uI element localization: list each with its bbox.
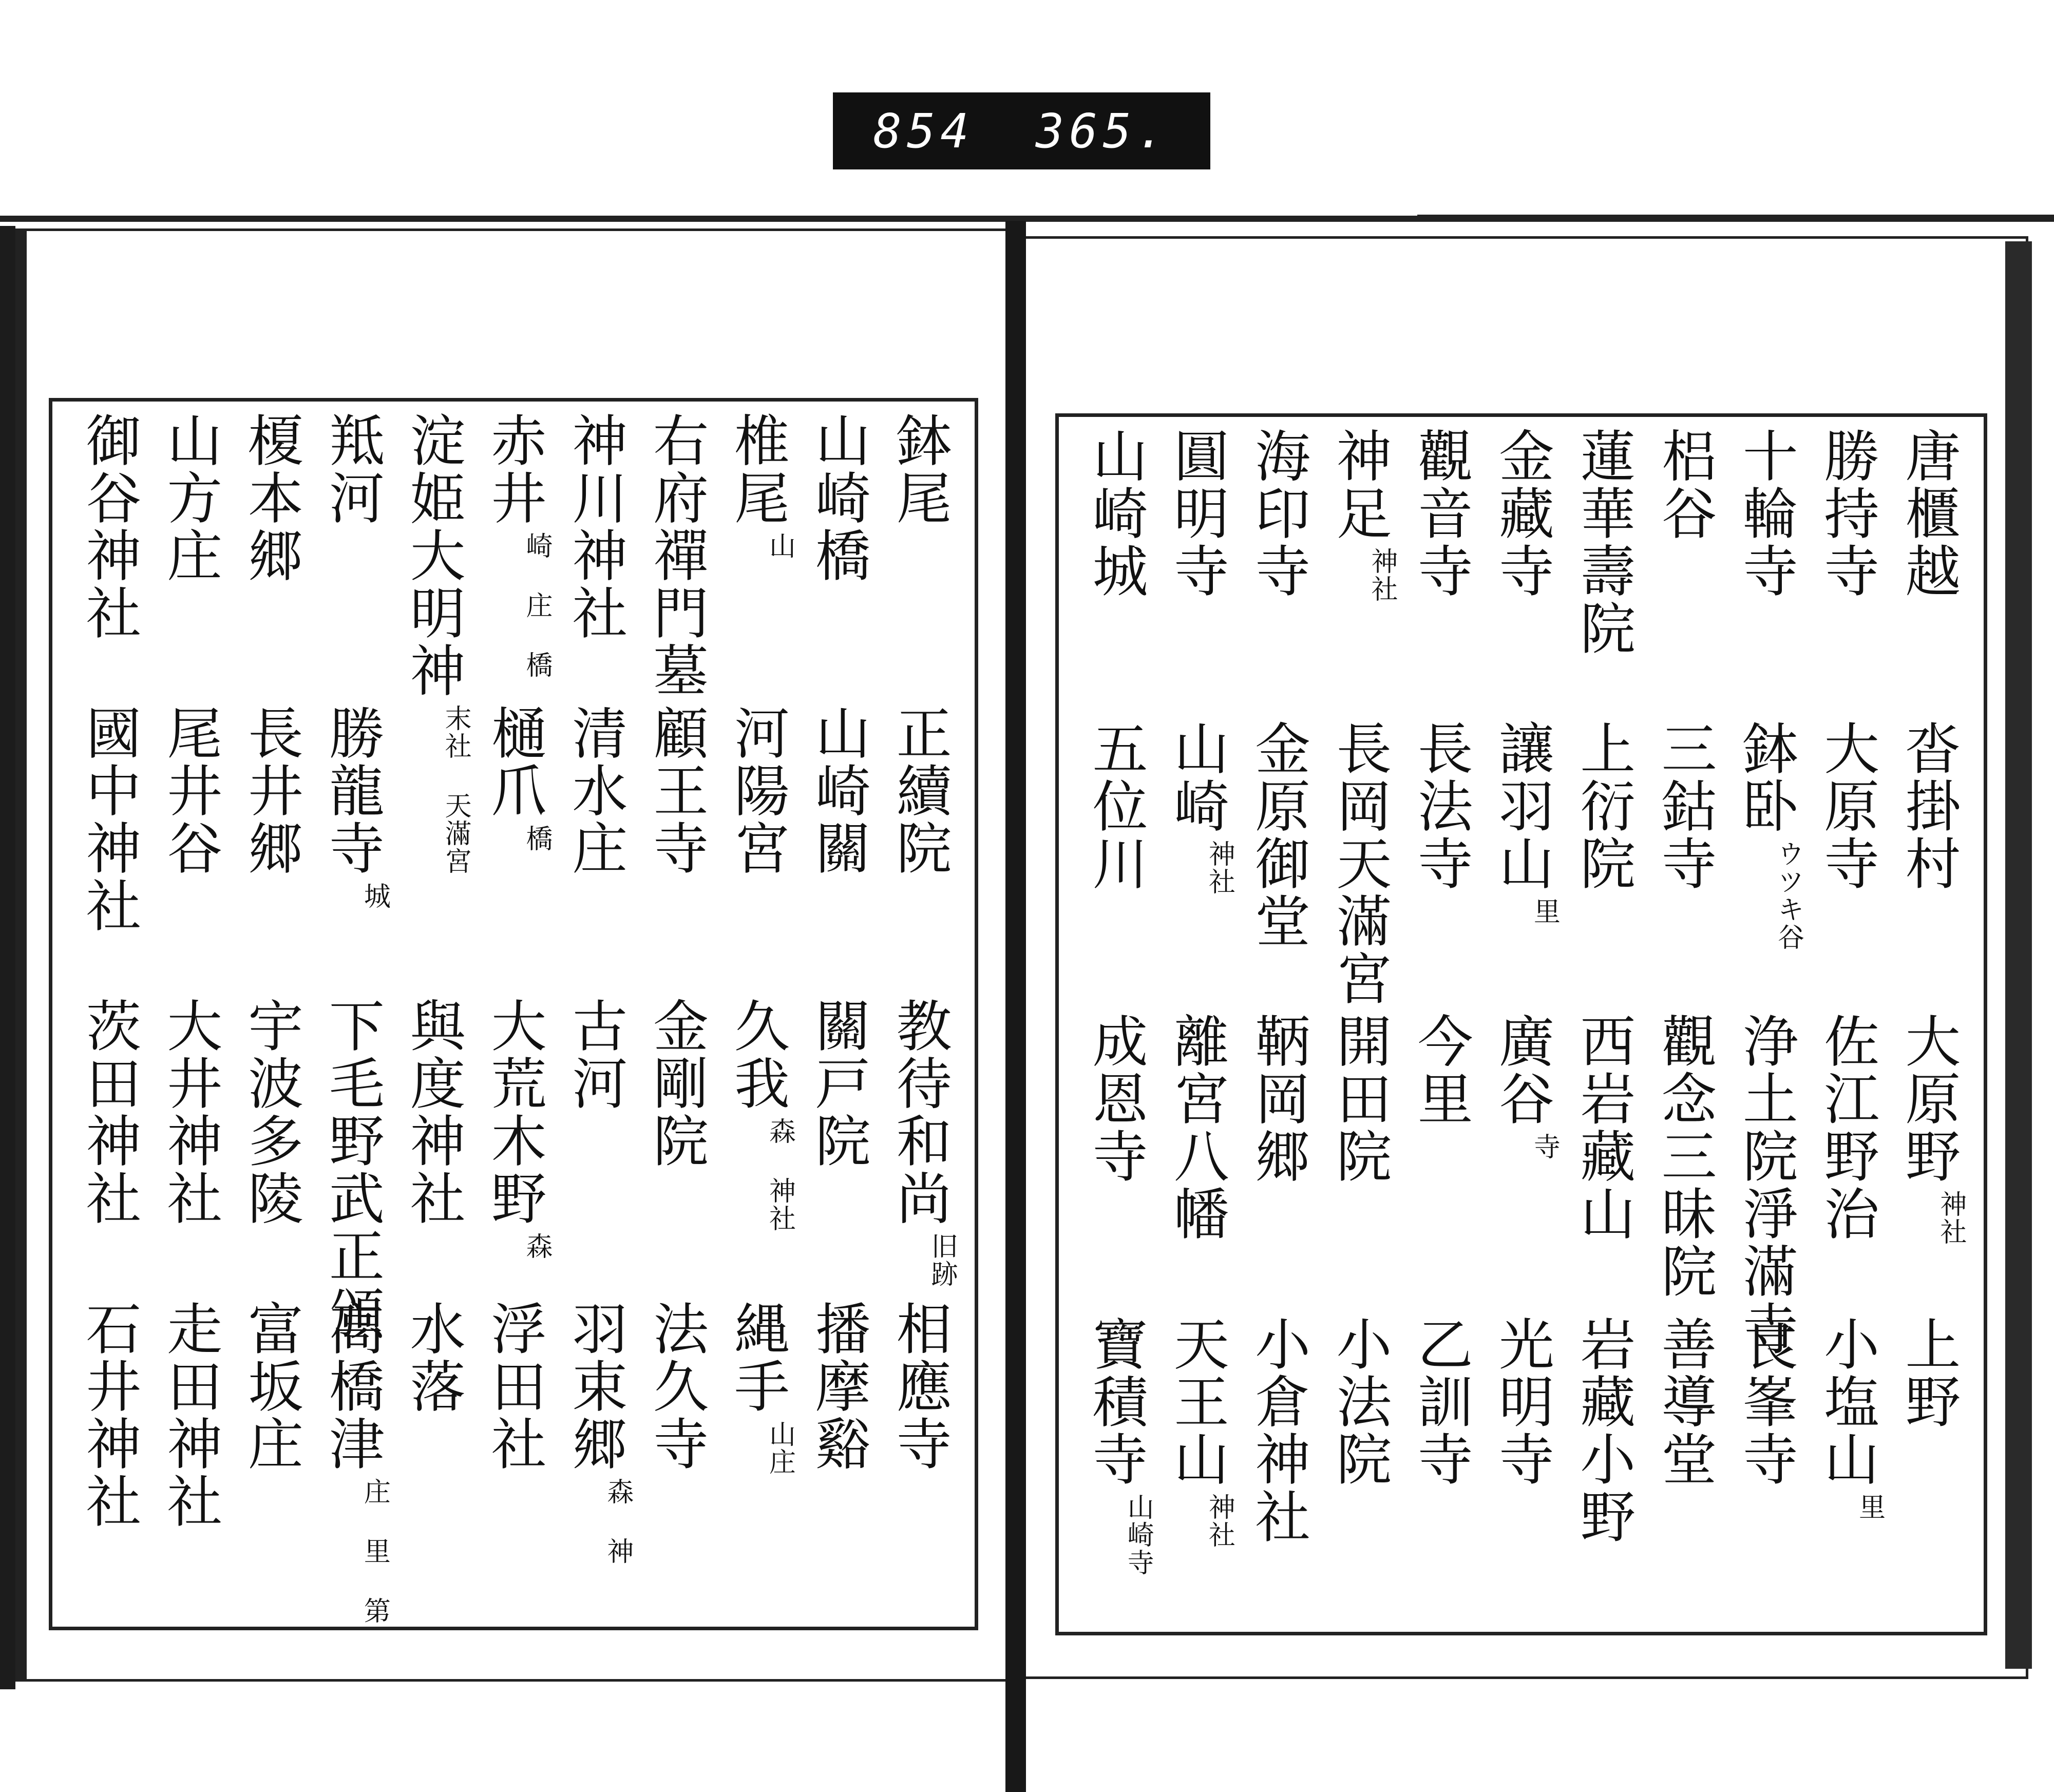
left-page-entry [880, 412, 957, 527]
right-page-entry [1157, 1316, 1234, 1549]
left-page-column [880, 402, 957, 1627]
catalog-label [833, 92, 1210, 169]
left-page-entry-name: 山崎關 [806, 704, 870, 877]
right-page-entry [1564, 1013, 1641, 1243]
right-page-entry-name: 浄土院淨滿寺 [1733, 1013, 1798, 1358]
right-page-entry [1483, 1013, 1560, 1160]
right-page-entry-annotation: 寺 [1529, 1133, 1560, 1160]
left-page-entry [475, 412, 552, 679]
left-page-entry [880, 704, 957, 877]
right-page-entry-name: 乙訓寺 [1408, 1316, 1473, 1488]
right-page-column [1889, 417, 1966, 1632]
right-page-entry-name: 海印寺 [1245, 427, 1310, 600]
right-page-entry-name: 上野 [1895, 1316, 1960, 1431]
left-page-entry-name: 山方庄 [157, 412, 222, 584]
left-page-entry [151, 704, 228, 877]
right-page-entry [1076, 720, 1153, 892]
right-page-entry-name: 大原寺 [1814, 720, 1879, 892]
left-page-entry-annotation: 橋 [521, 825, 552, 852]
right-page-column [1483, 417, 1560, 1632]
right-page-entry-annotation: 山崎寺 [1123, 1493, 1154, 1576]
right-page-entry-name: 神足 [1326, 427, 1391, 542]
left-page-entry-name: 樋爪 [482, 704, 546, 819]
right-page-entry [1483, 427, 1560, 600]
left-page-entry-name: 正續院 [887, 704, 952, 877]
right-page-entry [1239, 1316, 1316, 1546]
right-page-entry [1239, 1013, 1316, 1185]
right-page-column [1157, 417, 1234, 1632]
right-page-entry-name: 圓明寺 [1164, 427, 1229, 600]
left-page-entry [232, 412, 309, 584]
right-page-entry-name: 長岡天滿宮 [1326, 720, 1391, 1007]
left-page-entry [70, 412, 147, 642]
left-page-column [70, 402, 147, 1627]
book-left-edge [0, 226, 15, 1689]
left-page-entry [475, 1300, 552, 1473]
right-page-entry [1889, 427, 1966, 600]
right-page-entry-name: 大原野 [1895, 1013, 1960, 1185]
left-page-entry-name: 古河 [562, 997, 627, 1112]
right-page-entry [1401, 1316, 1478, 1488]
right-page-entry [1564, 1316, 1641, 1546]
left-page-entry [313, 412, 390, 527]
right-page-entry [1320, 1316, 1397, 1488]
right-page-entry [1401, 427, 1478, 600]
right-page-entry-name: 成恩寺 [1083, 1013, 1148, 1185]
right-page-entry [1401, 720, 1478, 892]
left-page-entry-name: 國中神社 [76, 704, 141, 935]
right-page-entry-name: 寶積寺 [1083, 1316, 1148, 1488]
left-page-entry-name: 鉢尾 [887, 412, 952, 527]
left-page-entry [151, 1300, 228, 1530]
right-page-entry [1726, 1013, 1803, 1358]
right-page-entry [1483, 1316, 1560, 1488]
left-page-entry-annotation: 城 [359, 882, 390, 910]
right-page-entry-annotation: 神社 [1935, 1190, 1966, 1246]
book-gutter [1005, 221, 1026, 1792]
right-page-entry [1157, 1013, 1234, 1243]
right-page-entry-name: 三鈷寺 [1652, 720, 1717, 892]
right-page-entry-annotation: ウツキ谷 [1773, 840, 1804, 951]
right-page-column [1076, 417, 1153, 1632]
left-page-entry-name: 山崎橋 [806, 412, 870, 584]
left-page-entry-name: 茨田神社 [76, 997, 141, 1227]
left-page-entry-name: 金剛院 [643, 997, 708, 1170]
left-page-entry [151, 997, 228, 1227]
left-page-entry-name: 長井郷 [238, 704, 303, 877]
right-page-entry [1889, 1013, 1966, 1246]
right-page-entry-name: 岩藏小野 [1570, 1316, 1635, 1546]
right-page-entry [1808, 1013, 1885, 1243]
left-page-entry-name: 播摩谿 [806, 1300, 870, 1473]
left-page-entry-name: 右府禪門墓 [643, 412, 708, 699]
left-page-entry [880, 1300, 957, 1473]
left-page-entry [718, 997, 795, 1232]
top-rule-right [1417, 215, 2054, 220]
left-page-entry-annotation: 山 [764, 532, 795, 560]
right-page-entry-annotation: 里 [1854, 1493, 1885, 1521]
right-page-entry-name: 天王山 [1164, 1316, 1229, 1488]
right-page-entry-name: 山崎 [1164, 720, 1229, 835]
left-text-frame [49, 398, 978, 1630]
right-page-entry-name: 山崎城 [1083, 427, 1148, 600]
left-page-entry [394, 1300, 471, 1415]
left-page-entry-name: 顧王寺 [643, 704, 708, 877]
left-page-entry [475, 704, 552, 852]
left-page-entry-name: 水落 [401, 1300, 465, 1415]
right-page-entry-name: 觀念三昧院 [1652, 1013, 1717, 1300]
left-page-entry-name: 高橋津 [319, 1300, 384, 1473]
right-page-entry [1483, 720, 1560, 925]
left-page-entry-annotation: 山庄 [764, 1420, 795, 1476]
right-page-entry [1076, 427, 1153, 600]
left-page-column [394, 402, 471, 1627]
label-left-number: 854 [873, 103, 974, 159]
right-page-entry-name: 梠谷 [1652, 427, 1717, 542]
left-page-entry-name: 久我 [725, 997, 789, 1112]
left-page-entry [394, 997, 471, 1227]
right-page-entry [1157, 427, 1234, 600]
right-page-entry-name: 鞆岡郷 [1245, 1013, 1310, 1185]
right-page-entry [1401, 1013, 1478, 1128]
left-page-entry-name: 淀姫大明神 [401, 412, 465, 699]
right-page-column [1401, 417, 1478, 1632]
right-page-entry-name: 光明寺 [1489, 1316, 1554, 1488]
left-page-entry [637, 704, 714, 877]
right-page-entry-name: 讓羽山 [1489, 720, 1554, 892]
left-page-entry-name: 法久寺 [643, 1300, 708, 1473]
right-page-entry [1320, 1013, 1397, 1185]
left-page-column [718, 402, 795, 1627]
left-page-entry [232, 1300, 309, 1473]
right-page-entry [1645, 1316, 1722, 1488]
right-page-entry-name: 小倉神社 [1245, 1316, 1310, 1546]
right-page-entry [1808, 427, 1885, 600]
left-page-entry-annotation: 旧跡 [926, 1232, 958, 1288]
right-page-entry-name: 唐櫃越 [1895, 427, 1960, 600]
label-right-number: 365. [1035, 103, 1170, 159]
left-page-entry [718, 704, 795, 877]
left-page-entry [232, 704, 309, 877]
right-page-entry [1808, 1316, 1885, 1521]
left-page-entry [556, 412, 633, 642]
left-page-column [313, 402, 390, 1627]
right-page-entry-name: 良峯寺 [1733, 1316, 1798, 1488]
left-page-entry [556, 997, 633, 1112]
right-page-entry-name: 勝持寺 [1814, 427, 1879, 600]
left-page-entry [880, 997, 957, 1288]
left-page-entry-name: 富坂庄 [238, 1300, 303, 1473]
right-page-entry-annotation: 里 [1529, 898, 1560, 925]
left-page-column [556, 402, 633, 1627]
right-page-entry-name: 開田院 [1326, 1013, 1391, 1185]
right-page-entry-name: 觀音寺 [1408, 427, 1473, 600]
left-page-entry-annotation: 崎 庄 橋 [521, 532, 552, 679]
left-page-column [637, 402, 714, 1627]
left-page-entry [394, 412, 471, 875]
left-page-entry-name: 榎本郷 [238, 412, 303, 584]
right-page-entry [1726, 720, 1803, 951]
right-page-entry-name: 善導堂 [1652, 1316, 1717, 1488]
left-page-entry [475, 997, 552, 1260]
right-page-entry [1645, 720, 1722, 892]
left-page-entry-name: 關戸院 [806, 997, 870, 1170]
left-page-entry [637, 997, 714, 1170]
left-page-entry-name: 清水庄 [562, 704, 627, 877]
right-page-entry [1320, 720, 1397, 1007]
left-page-column [799, 402, 876, 1627]
left-page-entry [799, 704, 876, 877]
right-page-entry [1889, 720, 1966, 892]
right-page-entry [1239, 427, 1316, 600]
left-page-entry [70, 1300, 147, 1530]
left-page-column [151, 402, 228, 1627]
left-page-entry [313, 704, 390, 910]
left-page-entry [718, 412, 795, 560]
left-page-entry-name: 縄手 [725, 1300, 789, 1415]
right-page-entry-name: 長法寺 [1408, 720, 1473, 892]
right-page-entry-name: 廣谷 [1489, 1013, 1554, 1128]
right-page-entry-name: 沓掛村 [1895, 720, 1960, 892]
left-page-entry-annotation: 末社 天滿宮 [440, 704, 471, 875]
right-page-entry [1564, 427, 1641, 657]
right-page-entry-name: 蓮華壽院 [1570, 427, 1635, 657]
right-page-entry-name: 小塩山 [1814, 1316, 1879, 1488]
right-page-entry [1726, 1316, 1803, 1488]
left-page-column [232, 402, 309, 1627]
left-page-entry [151, 412, 228, 584]
right-page-edge [2005, 241, 2032, 1669]
left-page-entry-name: 下毛野武正頒 [319, 997, 384, 1342]
right-page-column [1808, 417, 1885, 1632]
right-page-column [1239, 417, 1316, 1632]
right-page-entry-name: 十輪寺 [1733, 427, 1798, 600]
left-page-entry [799, 412, 876, 584]
right-page-entry-annotation: 神社 [1204, 840, 1235, 895]
right-page-entry-name: 小法院 [1326, 1316, 1391, 1488]
right-page-entry [1076, 1316, 1153, 1576]
left-page-entry [232, 997, 309, 1227]
left-page-entry-name: 大井神社 [157, 997, 222, 1227]
left-page-entry-name: 石井神社 [76, 1300, 141, 1530]
right-page-entry-name: 佐江野治 [1814, 1013, 1879, 1243]
left-page-entry-annotation: 森 神社 [764, 1117, 795, 1232]
left-page-entry [637, 412, 714, 699]
left-page-entry-name: 大荒木野 [482, 997, 546, 1227]
right-page-entry [1157, 720, 1234, 895]
right-page-entry-name: 離宮八幡 [1164, 1013, 1229, 1243]
left-page-entry-name: 相應寺 [887, 1300, 952, 1473]
right-page-entry [1726, 427, 1803, 600]
right-text-frame [1055, 413, 1987, 1635]
left-page-entry-name: 與度神社 [401, 997, 465, 1227]
right-page-entry [1645, 1013, 1722, 1300]
right-page-column [1726, 417, 1803, 1632]
left-page-entry [637, 1300, 714, 1473]
right-page-entry [1808, 720, 1885, 892]
left-page-entry-name: 尾井谷 [157, 704, 222, 877]
left-page-entry-annotation: 森 [521, 1232, 552, 1260]
left-page-entry-name: 浮田社 [482, 1300, 546, 1473]
left-page-entry-name: 宇波多陵 [238, 997, 303, 1227]
left-page-entry-name: 神川神社 [562, 412, 627, 642]
right-page-entry [1320, 427, 1397, 603]
right-page-entry-name: 五位川 [1083, 720, 1148, 892]
left-page-entry-name: 御谷神社 [76, 412, 141, 642]
right-page-entry-name: 鉢卧 [1733, 720, 1798, 835]
right-page-entry-name: 金藏寺 [1489, 427, 1554, 600]
left-page-entry-name: 羽束郷 [562, 1300, 627, 1473]
right-page-entry [1564, 720, 1641, 892]
right-page-entry [1889, 1316, 1966, 1431]
left-page-entry [556, 1300, 633, 1565]
left-page-entry-name: 赤井 [482, 412, 546, 527]
left-page-entry [556, 704, 633, 877]
right-page-entry-annotation: 神社 [1204, 1493, 1235, 1549]
left-page-entry-name: 椎尾 [725, 412, 789, 527]
left-page-entry-name: 羝河 [319, 412, 384, 527]
left-page-entry [70, 997, 147, 1227]
right-page-entry [1076, 1013, 1153, 1185]
right-page-entry-annotation: 神社 [1366, 547, 1397, 603]
left-page-entry [718, 1300, 795, 1476]
right-page-entry [1239, 720, 1316, 950]
right-page-entry [1645, 427, 1722, 542]
left-page-entry-name: 走田神社 [157, 1300, 222, 1530]
left-page-entry-name: 勝龍寺 [319, 704, 384, 877]
right-page-entry-name: 上衍院 [1570, 720, 1635, 892]
left-page-entry [799, 1300, 876, 1473]
left-page-entry-name: 教待和尚 [887, 997, 952, 1227]
left-page-entry-annotation: 庄 里 第 [359, 1478, 390, 1625]
left-page-entry [313, 997, 390, 1342]
left-page-entry [313, 1300, 390, 1625]
left-page-column [475, 402, 552, 1627]
right-page-entry-name: 西岩藏山 [1570, 1013, 1635, 1243]
right-page-entry-name: 金原御堂 [1245, 720, 1310, 950]
left-page-entry-name: 河陽宮 [725, 704, 789, 877]
right-page-entry-name: 今里 [1408, 1013, 1473, 1128]
left-page-entry [799, 997, 876, 1170]
right-page-column [1645, 417, 1722, 1632]
right-page-column [1564, 417, 1641, 1632]
left-page-entry [70, 704, 147, 935]
left-page-entry-annotation: 森 神 [602, 1478, 633, 1565]
right-page-column [1320, 417, 1397, 1632]
